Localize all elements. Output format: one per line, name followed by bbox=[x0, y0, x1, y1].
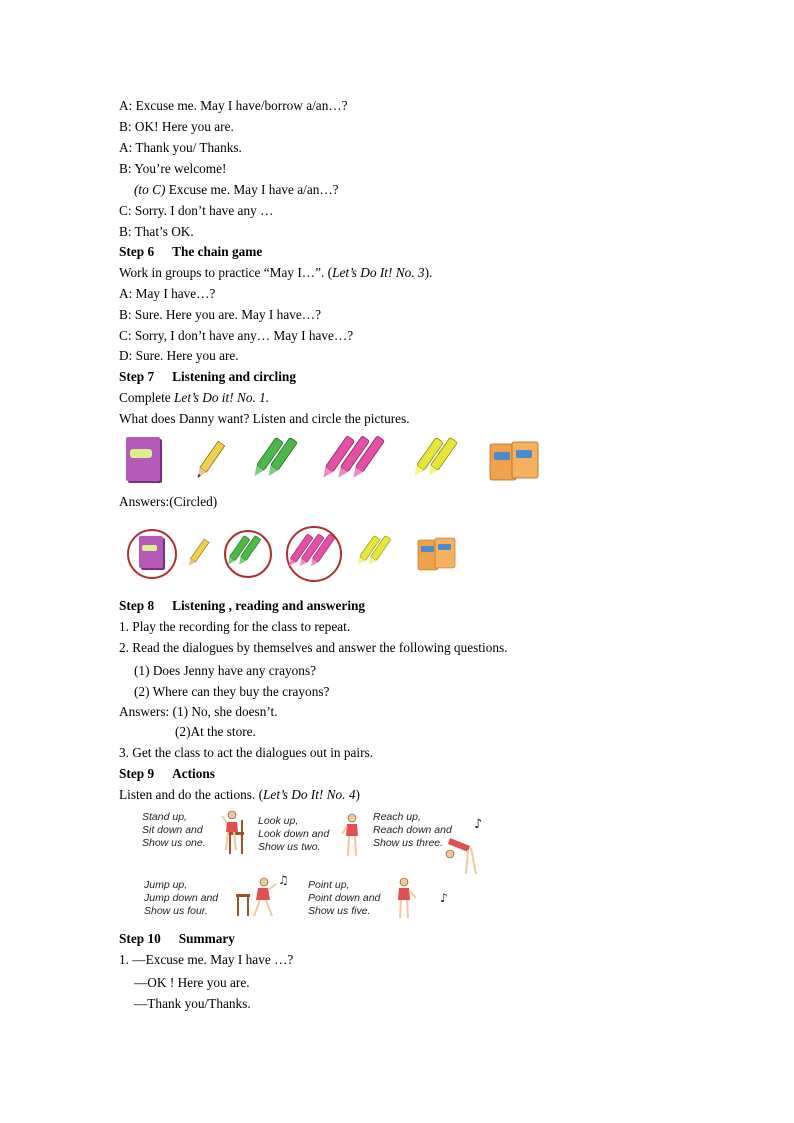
question-line: (1) Does Jenny have any crayons? bbox=[134, 663, 317, 678]
step-heading bbox=[119, 931, 235, 947]
green-crayons-icon bbox=[251, 437, 298, 478]
girl-bending-figure bbox=[446, 838, 476, 874]
step-title: Listening , reading and answering bbox=[172, 598, 366, 613]
dialogue-line: B: Sure. Here you are. May I have…? bbox=[119, 307, 321, 322]
rhyme-text: Point up, Point down and Show us five. bbox=[308, 879, 381, 917]
step-title: Actions bbox=[172, 766, 215, 781]
yellow-crayons-icon bbox=[355, 535, 391, 566]
step-number: Step 9 bbox=[119, 766, 155, 781]
girl-jumping-figure bbox=[236, 878, 276, 916]
girl-sitting-figure bbox=[222, 811, 244, 854]
rhyme-text: Jump up, Jump down and Show us four. bbox=[144, 879, 219, 917]
answer-line: (2)At the store. bbox=[175, 724, 256, 739]
step-heading bbox=[119, 244, 262, 260]
step-intro bbox=[119, 390, 269, 406]
step-heading bbox=[119, 766, 215, 782]
orange-books-icon bbox=[418, 538, 455, 570]
dialogue-line: C: Sorry, I don’t have any… May I have…? bbox=[119, 328, 354, 343]
intro-text-end: ) bbox=[355, 787, 360, 802]
answers-label: Answers:(Circled) bbox=[119, 494, 218, 509]
summary-line: —Thank you/Thanks. bbox=[134, 996, 251, 1011]
intro-text: Listen and do the actions. ( bbox=[119, 787, 264, 802]
step-number: Step 6 bbox=[119, 244, 155, 259]
school-items-illustration bbox=[118, 432, 558, 490]
dialogue-line: A: Thank you/ Thanks. bbox=[119, 140, 242, 155]
girl-pointing-figure bbox=[398, 878, 416, 918]
notebook-icon bbox=[126, 437, 162, 483]
book-reference: Let’s Do It! No. 3 bbox=[332, 265, 425, 280]
step-title: Summary bbox=[178, 931, 235, 946]
step-heading bbox=[119, 369, 296, 385]
instruction-line: 1. Play the recording for the class to repeat. bbox=[119, 619, 351, 634]
dialogue-line: A: Excuse me. May I have/borrow a/an…? bbox=[119, 98, 348, 113]
pencil-icon bbox=[186, 539, 209, 568]
intro-text-end: ). bbox=[424, 265, 433, 280]
actions-illustration bbox=[136, 806, 506, 926]
circled-pink-crayons bbox=[286, 527, 341, 581]
rhyme-text: Reach up, Reach down and Show us three. bbox=[373, 811, 452, 849]
step-heading bbox=[119, 598, 365, 614]
music-note-icon: ♪ bbox=[440, 891, 448, 905]
book-reference: Let’s Do it! No. 1. bbox=[174, 390, 270, 405]
dialogue-line: B: OK! Here you are. bbox=[119, 119, 234, 134]
step-title: The chain game bbox=[172, 244, 263, 259]
orange-books-icon bbox=[490, 442, 538, 480]
music-note-icon: ♫ bbox=[278, 873, 289, 887]
girl-looking-figure bbox=[342, 814, 358, 856]
question-line: (2) Where can they buy the crayons? bbox=[134, 684, 330, 699]
rhyme-text: Stand up, Sit down and Show us one. bbox=[142, 811, 206, 849]
intro-text: Work in groups to practice “May I…”. ( bbox=[119, 265, 333, 280]
circled-notebook bbox=[128, 530, 176, 578]
step-intro bbox=[119, 787, 360, 803]
instruction-line: 3. Get the class to act the dialogues out in pairs. bbox=[119, 745, 374, 760]
step-intro bbox=[119, 265, 432, 281]
instruction-line: 2. Read the dialogues by themselves and answer the following questions. bbox=[119, 640, 508, 655]
dialogue-line: B: That’s OK. bbox=[119, 224, 194, 239]
step-number: Step 8 bbox=[119, 598, 155, 613]
dialogue-line: D: Sure. Here you are. bbox=[119, 348, 239, 363]
step-number: Step 7 bbox=[119, 369, 155, 384]
dialogue-line: A: May I have…? bbox=[119, 286, 216, 301]
book-reference: Let’s Do It! No. 4 bbox=[263, 787, 356, 802]
circled-green-crayons bbox=[225, 531, 271, 577]
dialogue-line: C: Sorry. I don’t have any … bbox=[119, 203, 274, 218]
step-number: Step 10 bbox=[119, 931, 161, 946]
summary-line: —OK ! Here you are. bbox=[134, 975, 250, 990]
step-title: Listening and circling bbox=[172, 369, 296, 384]
answers-illustration bbox=[120, 524, 480, 584]
dialogue-line: B: You’re welcome! bbox=[119, 161, 227, 176]
dialogue-line bbox=[134, 182, 339, 198]
dialogue-text: Excuse me. May I have a/an…? bbox=[165, 182, 339, 197]
summary-line: 1. —Excuse me. May I have …? bbox=[119, 952, 294, 967]
yellow-crayons-icon bbox=[411, 437, 458, 478]
dialogue-stage-direction: (to C) bbox=[134, 182, 166, 197]
intro-text: Complete bbox=[119, 390, 175, 405]
answer-line: Answers: (1) No, she doesn’t. bbox=[119, 704, 278, 719]
pink-crayons-icon bbox=[320, 436, 385, 480]
rhyme-text: Look up, Look down and Show us two. bbox=[258, 815, 330, 853]
music-note-icon: ♪ bbox=[474, 817, 483, 832]
step-question: What does Danny want? Listen and circle the pictures. bbox=[119, 411, 410, 426]
pencil-icon bbox=[194, 441, 225, 480]
